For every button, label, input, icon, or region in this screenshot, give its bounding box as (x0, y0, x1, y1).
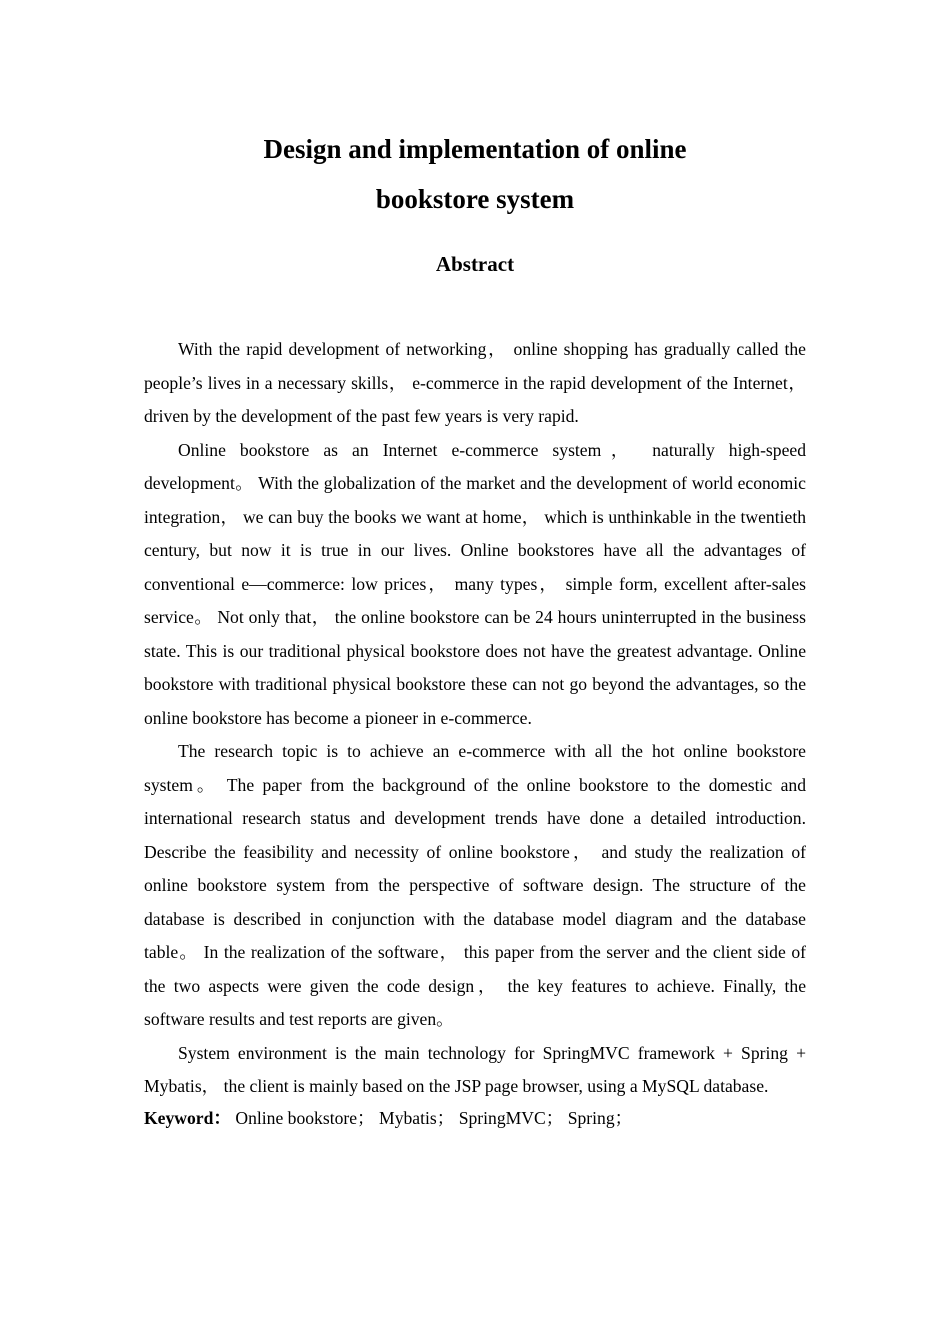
abstract-paragraph-2: Online bookstore as an Internet e-commerce system， naturally high-speed development。 With the globalization of the market and the development of world economic integration， we can buy the books we want at home， which is unthinkable in the twentieth century, but now it is true in our lives. Online bookstores have all the advantages of conventional e—commerce: low prices， many types， simple form, excellent after-sales service。 Not only that， the online bookstore can be 24 hours uninterrupted in the business state. This is our traditional physical bookstore does not have the greatest advantage. Online bookstore with traditional physical bookstore these can not go beyond the advantages, so the online bookstore has become a pioneer in e-commerce. (144, 439, 806, 728)
document-title (0, 124, 950, 224)
title-line-1: Design and implementation of online (263, 134, 687, 164)
abstract-heading: Abstract (435, 252, 515, 276)
abstract-paragraph-3: The research topic is to achieve an e-commerce with all the hot online bookstore system。 The paper from the background of the online bookstore to the domestic and international research status and development trends have done a detailed introduction. Describe the feasibility and necessity of online bookstore， and study the realization of online bookstore system from the perspective of software design. The structure of the database is described in conjunction with the database model diagram and the database table。 In the realization of the software， this paper from the server and the client side of the two aspects were given the code design， the key features to achieve. Finally, the software results and test reports are given。 (144, 741, 806, 1029)
keywords-text: Online bookstore； Mybatis； SpringMVC； Spring； (230, 1107, 633, 1128)
abstract-paragraph-1: With the rapid development of networking， online shopping has gradually called the people’s lives in a necessary skills， e-commerce in the rapid development of the Internet， driven by the development of the past few years is very rapid. (144, 339, 806, 426)
abstract-body (144, 333, 806, 1132)
keywords-line (144, 1104, 806, 1132)
title-line-2: bookstore system (375, 184, 575, 214)
keywords-label: Keyword： (144, 1107, 231, 1128)
abstract-paragraph-4: System environment is the main technology for SpringMVC framework + Spring + Mybatis， the client is mainly based on the JSP page browser, using a MySQL database. (144, 1042, 806, 1096)
